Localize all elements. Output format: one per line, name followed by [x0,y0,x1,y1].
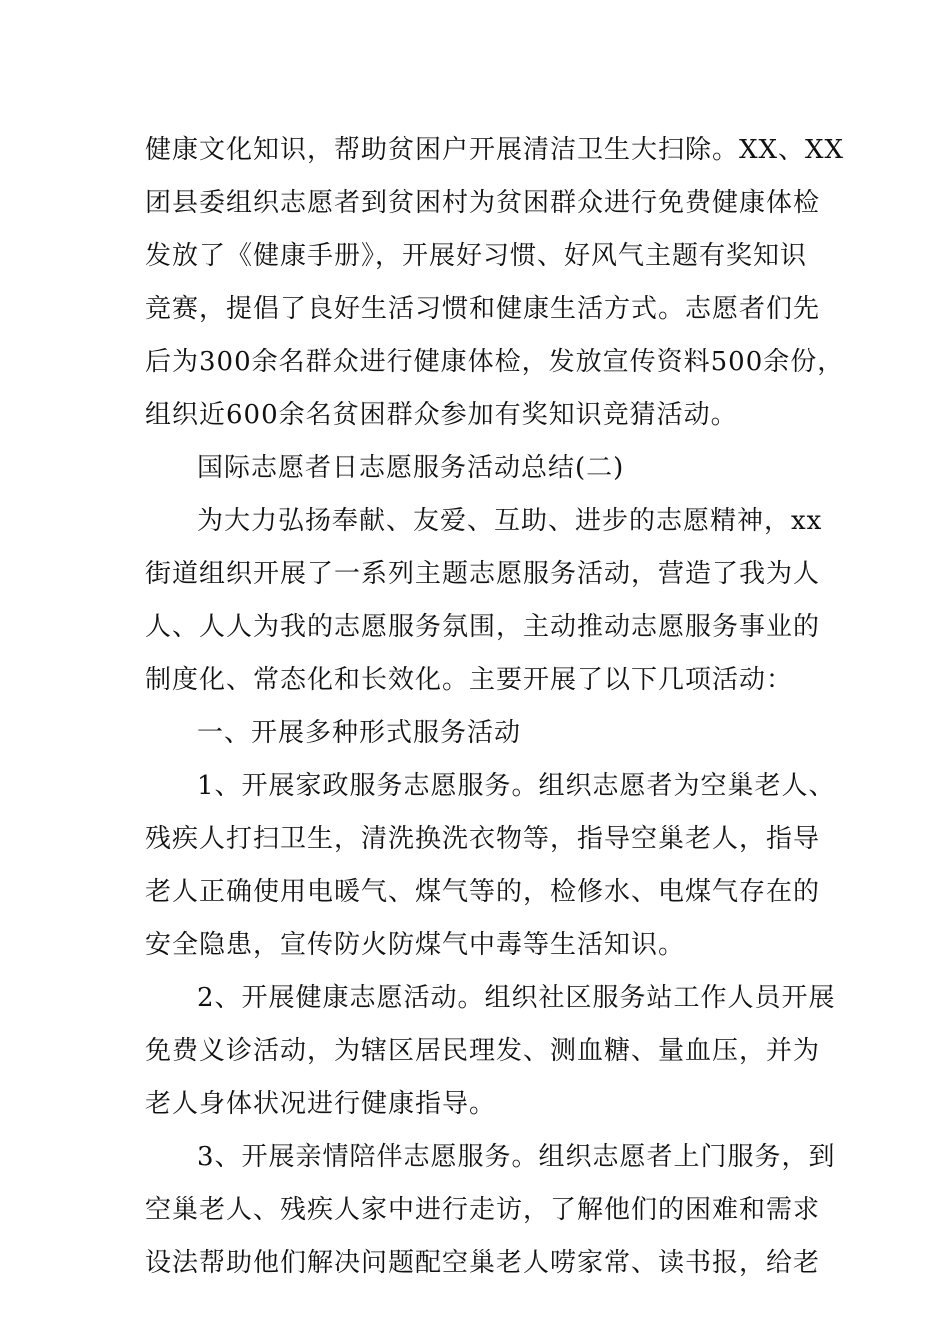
text-line: 空巢老人、残疾人家中进行走访，了解他们的困难和需求 [145,1195,821,1225]
text-line: 安全隐患，宣传防火防煤气中毒等生活知识。 [145,930,686,960]
text-line: 组织近600余名贫困群众参加有奖知识竞猜活动。 [145,400,738,430]
text-line: 老人身体状况进行健康指导。 [145,1089,497,1119]
text-line: 竞赛，提倡了良好生活习惯和健康生活方式。志愿者们先 [145,294,821,324]
list-item-1-start: 1、开展家政服务志愿服务。组织志愿者为空巢老人、 [197,771,836,801]
text-line: 免费义诊活动，为辖区居民理发、测血糖、量血压，并为 [145,1036,821,1066]
list-item-2-start: 2、开展健康志愿活动。组织社区服务站工作人员开展 [197,983,836,1013]
text-line: 制度化、常态化和长效化。主要开展了以下几项活动： [145,665,794,695]
section-title: 国际志愿者日志愿服务活动总结(二) [197,453,625,483]
text-line: 人、人人为我的志愿服务氛围，主动推动志愿服务事业的 [145,612,821,642]
text-line: 老人正确使用电暖气、煤气等的，检修水、电煤气存在的 [145,877,821,907]
list-item-3-start: 3、开展亲情陪伴志愿服务。组织志愿者上门服务，到 [197,1142,836,1172]
text-line: 健康文化知识，帮助贫困户开展清洁卫生大扫除。XX、XX [145,135,845,165]
document-body [145,124,845,1290]
subheading: 一、开展多种形式服务活动 [197,718,522,748]
paragraph-start-line: 为大力弘扬奉献、友爱、互助、进步的志愿精神，xx [197,506,823,536]
text-line: 团县委组织志愿者到贫困村为贫困群众进行免费健康体检 [145,188,821,218]
text-line: 发放了《健康手册》，开展好习惯、好风气主题有奖知识 [145,241,808,271]
text-line: 后为300余名群众进行健康体检，发放宣传资料500余份， [145,347,845,377]
text-line: 残疾人打扫卫生，清洗换洗衣物等，指导空巢老人，指导 [145,824,821,854]
text-line: 街道组织开展了一系列主题志愿服务活动，营造了我为人 [145,559,821,589]
text-line: 设法帮助他们解决问题配空巢老人唠家常、读书报，给老 [145,1248,821,1278]
